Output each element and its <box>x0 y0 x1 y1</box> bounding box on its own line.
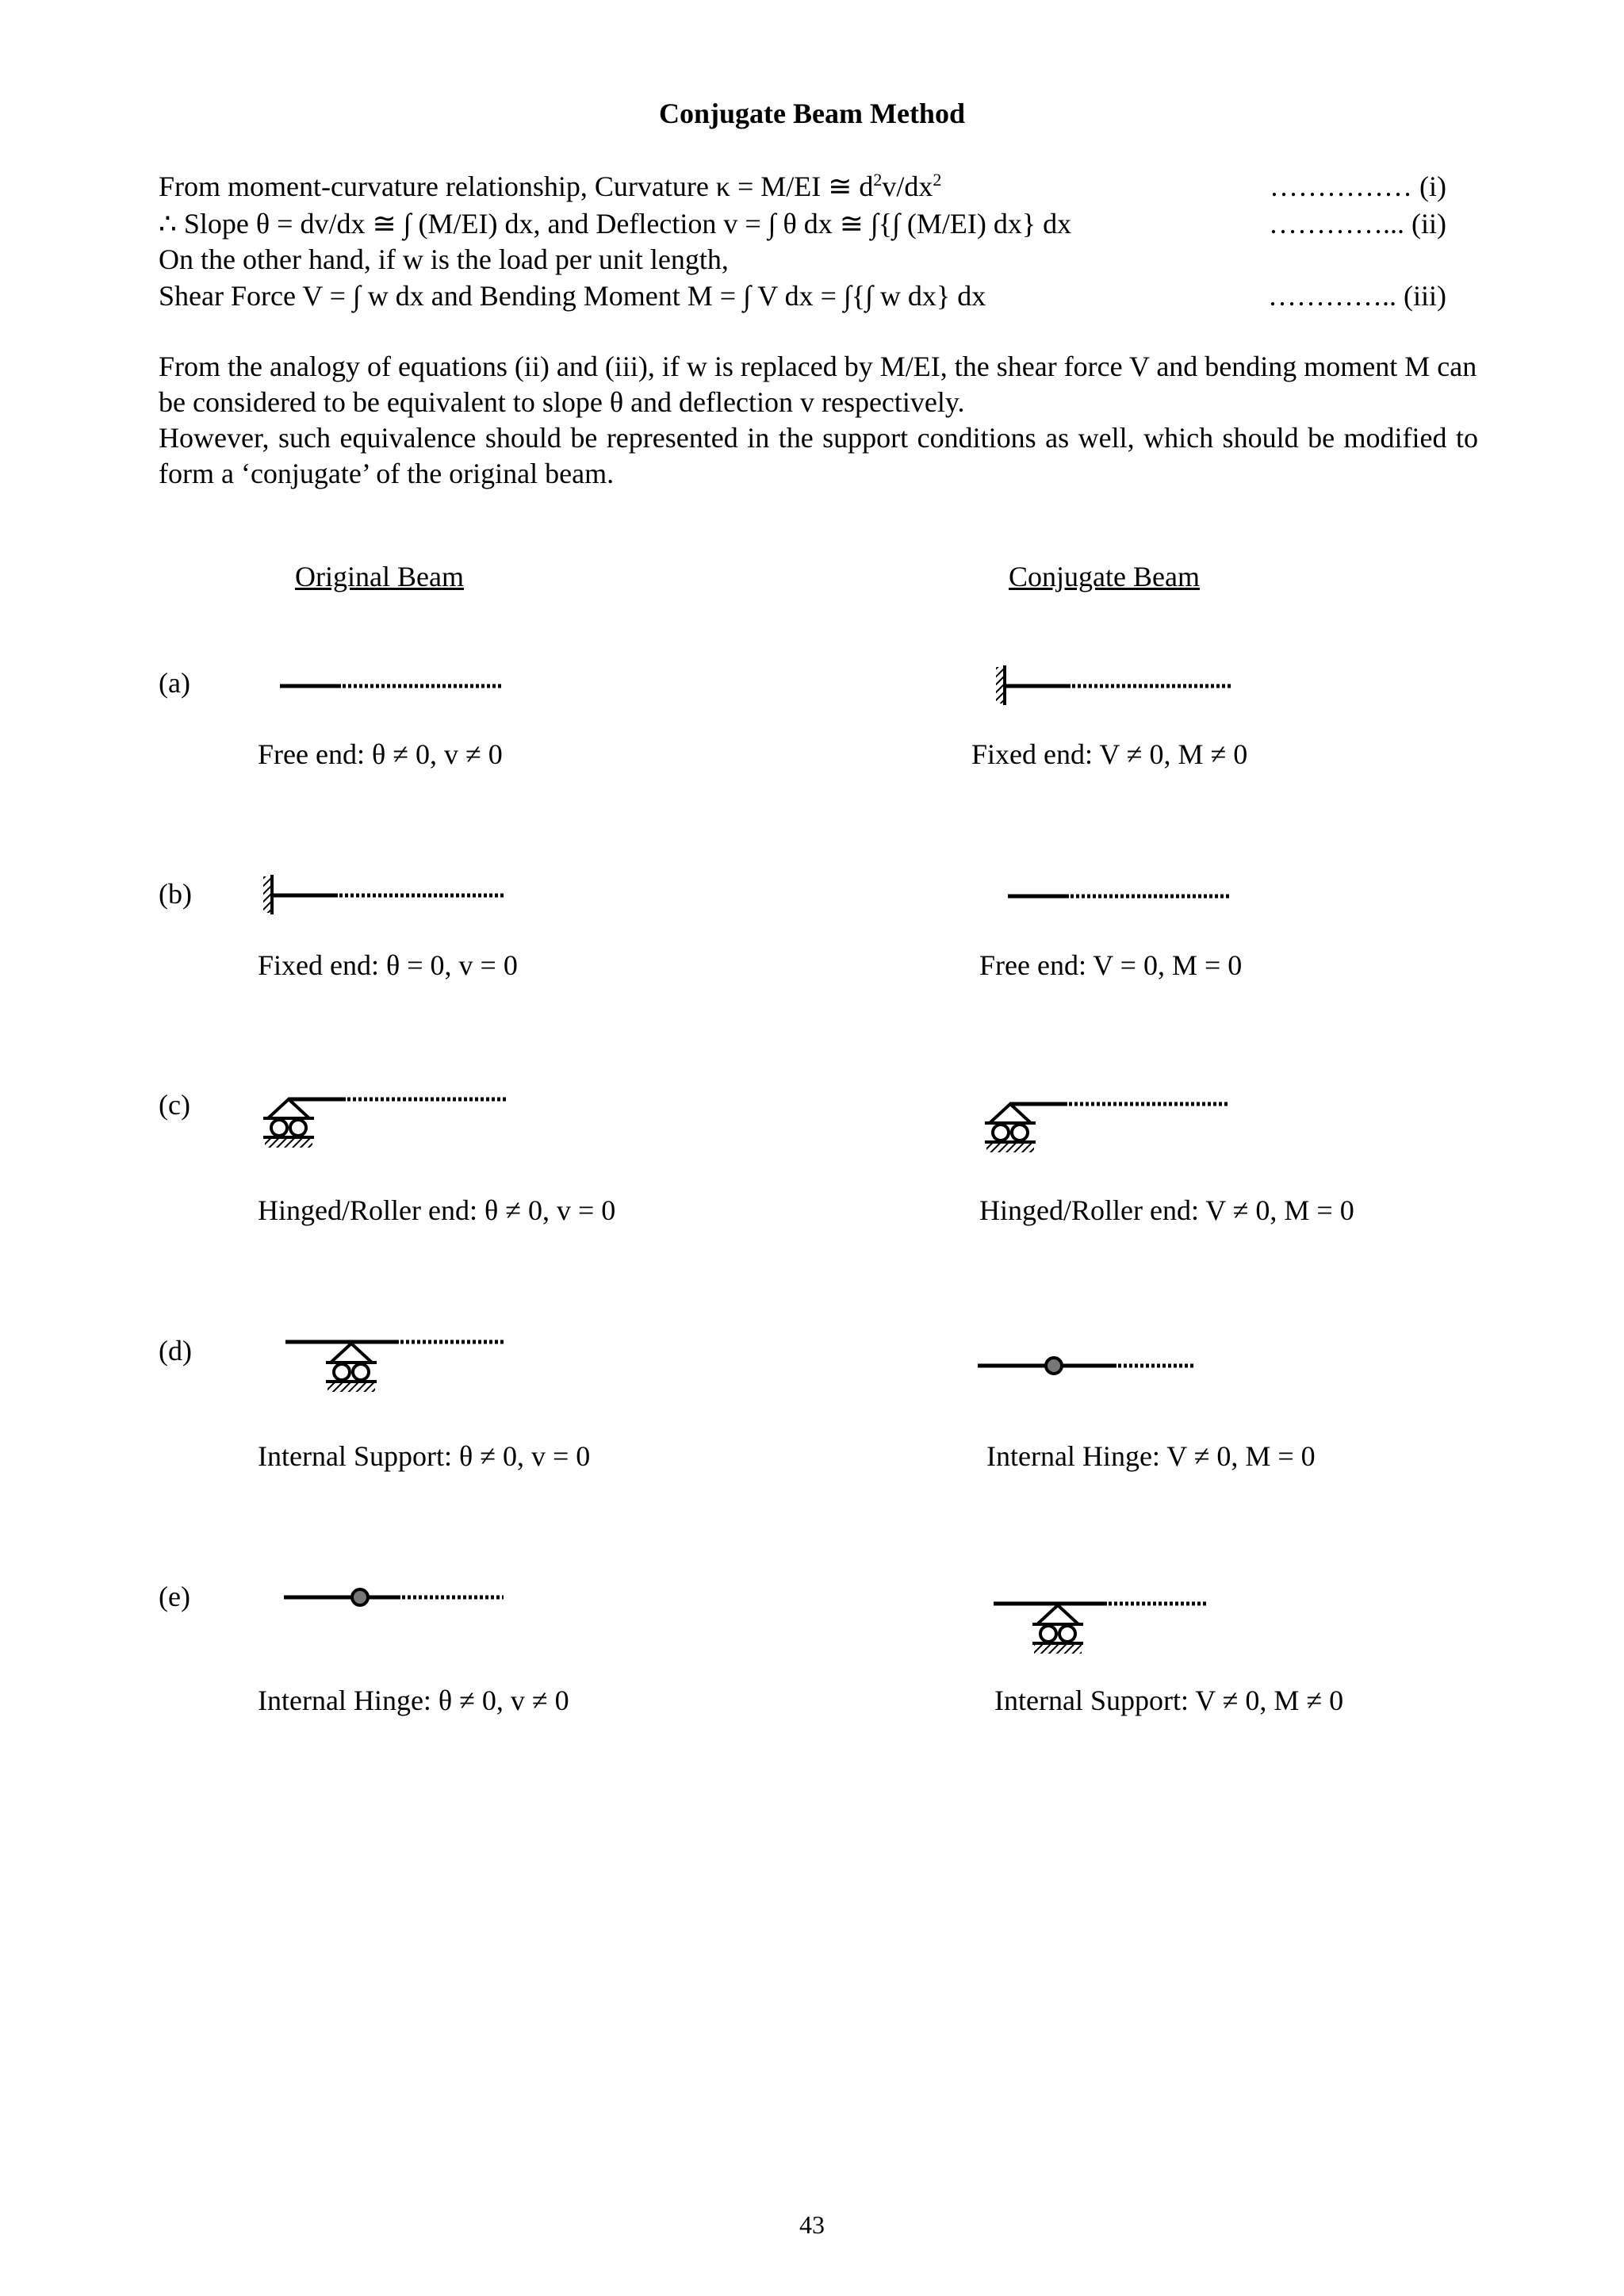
roller-end-beam-diagram <box>259 1087 512 1158</box>
conjugate-paragraph: However, such equivalence should be represented in the support conditions as well, which should be modified to form a ‘conjugate’ of the original beam. <box>159 422 1478 489</box>
case-label-c: (c) <box>159 1089 190 1121</box>
fixed-end-beam-diagram <box>991 665 1237 709</box>
condition-original-d: Internal Support: θ ≠ 0, v = 0 <box>258 1440 591 1472</box>
heading-conjugate-beam: Conjugate Beam <box>1009 561 1200 592</box>
heading-original-beam: Original Beam <box>295 561 464 592</box>
free-end-beam-diagram <box>1005 880 1235 912</box>
condition-original-c: Hinged/Roller end: θ ≠ 0, v = 0 <box>258 1194 616 1226</box>
analogy-paragraph: From the analogy of equations (ii) and (iii), if w is replaced by M/EI, the shear force V and bending moment M can be considered to be equivalent to slope θ and deflection v respectively. <box>159 351 1477 418</box>
internal-hinge-beam-diagram <box>974 1350 1212 1382</box>
case-label-a: (a) <box>159 667 190 699</box>
internal-hinge-beam-diagram <box>282 1581 519 1613</box>
equation-curvature-mid: v/dx <box>882 171 933 202</box>
roller-end-beam-diagram <box>980 1091 1234 1163</box>
condition-conjugate-c: Hinged/Roller end: V ≠ 0, M = 0 <box>979 1194 1354 1226</box>
equation-ref-iii: ………….. (iii) <box>1268 280 1446 312</box>
internal-support-beam-diagram <box>990 1594 1220 1673</box>
condition-conjugate-a: Fixed end: V ≠ 0, M ≠ 0 <box>971 738 1248 770</box>
condition-original-e: Internal Hinge: θ ≠ 0, v ≠ 0 <box>258 1685 569 1716</box>
equation-shear-moment: Shear Force V = ∫ w dx and Bending Moment M = ∫ V dx = ∫{∫ w dx} dx <box>159 280 986 312</box>
equation-ref-ii: …………... (ii) <box>1269 208 1446 240</box>
condition-conjugate-d: Internal Hinge: V ≠ 0, M = 0 <box>986 1440 1316 1472</box>
page-title: Conjugate Beam Method <box>659 98 965 129</box>
superscript: 2 <box>933 170 942 190</box>
condition-original-a: Free end: θ ≠ 0, v ≠ 0 <box>258 738 503 770</box>
fixed-end-beam-diagram <box>259 874 508 918</box>
equation-curvature-prefix: From moment-curvature relationship, Curvature κ = M/EI ≅ d <box>159 171 874 202</box>
condition-conjugate-e: Internal Support: V ≠ 0, M ≠ 0 <box>994 1685 1344 1716</box>
free-end-beam-diagram <box>278 670 508 702</box>
equation-slope-deflection: ∴ Slope θ = dv/dx ≅ ∫ (M/EI) dx, and Deflection v = ∫ θ dx ≅ ∫{∫ (M/EI) dx} dx <box>159 208 1072 240</box>
internal-support-beam-diagram <box>282 1332 511 1412</box>
condition-original-b: Fixed end: θ = 0, v = 0 <box>258 949 518 981</box>
equation-curvature <box>159 170 941 203</box>
page-number: 43 <box>799 2210 825 2239</box>
superscript: 2 <box>873 170 883 190</box>
equation-ref-i: …………… (i) <box>1270 171 1446 202</box>
case-label-e: (e) <box>159 1581 190 1612</box>
equation-load-intro: On the other hand, if w is the load per unit length, <box>159 243 729 275</box>
case-label-d: (d) <box>159 1335 192 1366</box>
case-label-b: (b) <box>159 878 192 910</box>
condition-conjugate-b: Free end: V = 0, M = 0 <box>979 949 1243 981</box>
